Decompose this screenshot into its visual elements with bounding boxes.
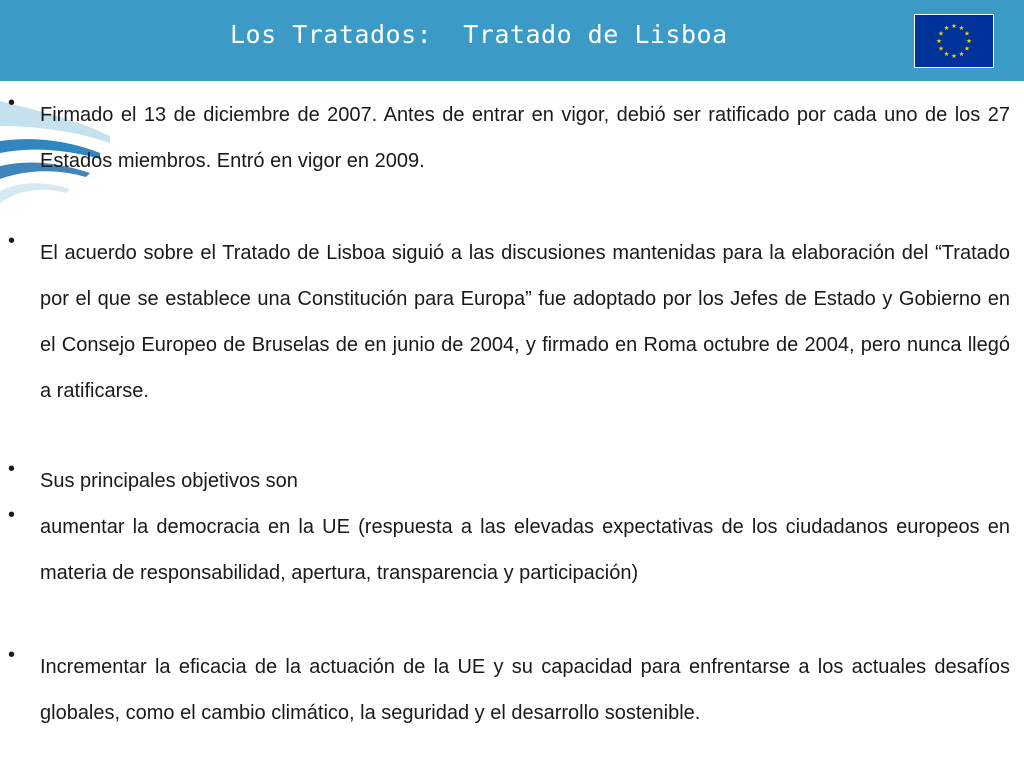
bullet-text: El acuerdo sobre el Tratado de Lisboa siguió a las discusiones mantenidas para la elaboración del “Tratado por el que se establece una Constitución para Europa” fue adoptado por los Jefes de Estado y Gobierno en el Consejo Europeo de Bruselas de en junio de 2004, y firmado en Roma octubre de 2004, pero nunca llegó a ratificarse.: [40, 242, 1010, 402]
slide-title: Los Tratados: Tratado de Lisboa: [230, 20, 728, 49]
slide-header: [0, 0, 1024, 81]
eu-star-icon: [959, 25, 964, 30]
bullet-text: Incrementar la eficacia de la actuación de la UE y su capacidad para enfrentarse a los actuales desafíos globales, como el cambio climático, la seguridad y el desarrollo sostenible.: [40, 656, 1010, 724]
bullet-item: [0, 644, 1024, 724]
bullet-text: Firmado el 13 de diciembre de 2007. Antes de entrar en vigor, debió ser ratificado por cada uno de los 27 Estados miembros. Entró en vigor en 2009.: [40, 104, 1010, 172]
eu-flag-icon: [914, 14, 994, 68]
bullet-marker: •: [8, 458, 16, 480]
eu-star-icon: [939, 31, 944, 36]
eu-flag-graphic: [915, 15, 993, 67]
eu-star-icon: [952, 23, 957, 28]
eu-star-icon: [959, 51, 964, 56]
bullet-item: [0, 230, 1024, 402]
bullet-item: [0, 92, 1024, 172]
eu-star-icon: [952, 53, 957, 58]
bullet-marker: •: [8, 92, 16, 114]
bullet-item: [0, 504, 1024, 584]
eu-star-icon: [944, 51, 949, 56]
eu-star-icon: [965, 46, 970, 51]
bullet-marker: •: [8, 230, 16, 252]
eu-star-icon: [937, 38, 942, 43]
bullet-text: Sus principales objetivos son: [40, 470, 298, 492]
bullet-item: [0, 458, 1024, 492]
bullet-text: aumentar la democracia en la UE (respuesta a las elevadas expectativas de los ciudadanos europeos en materia de responsabilidad, apertura, transparencia y participación): [40, 516, 1010, 584]
bullet-marker: •: [8, 504, 16, 526]
eu-star-icon: [939, 46, 944, 51]
eu-star-icon: [965, 31, 970, 36]
bullet-marker: •: [8, 644, 16, 666]
eu-star-icon: [967, 38, 972, 43]
eu-star-icon: [944, 25, 949, 30]
